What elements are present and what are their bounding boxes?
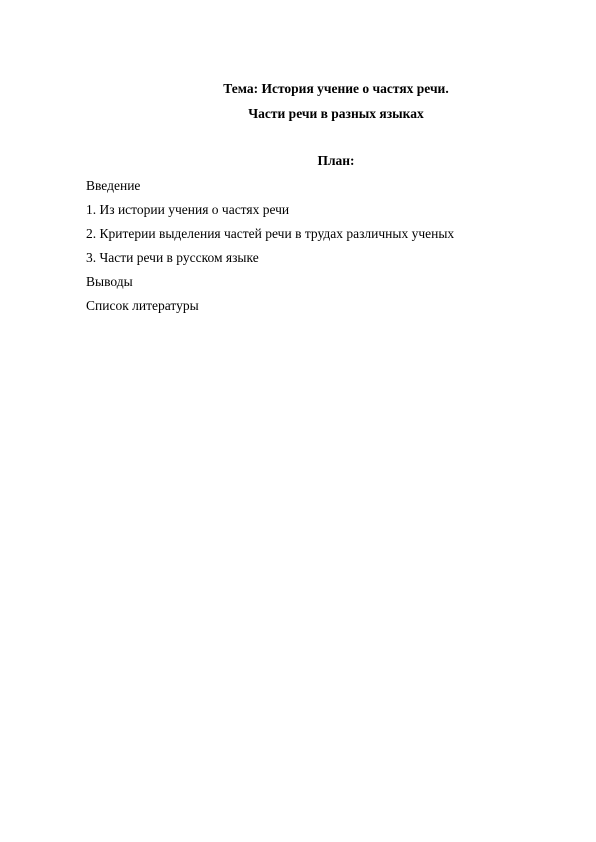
document-title-line-2: Части речи в разных языках (248, 106, 424, 121)
toc-item-bibliography: Список литературы (86, 298, 199, 313)
plan-heading: План: (317, 153, 355, 168)
toc-item-introduction: Введение (86, 178, 141, 193)
toc-item-conclusions: Выводы (86, 274, 133, 289)
toc-item-section-1: 1. Из истории учения о частях речи (86, 202, 290, 217)
toc-item-section-3: 3. Части речи в русском языке (86, 250, 259, 265)
document-title-line-1: Тема: История учение о частях речи. (223, 81, 449, 96)
table-of-contents (86, 177, 454, 321)
toc-item-section-2: 2. Критерии выделения частей речи в трудах различных ученых (86, 226, 455, 241)
